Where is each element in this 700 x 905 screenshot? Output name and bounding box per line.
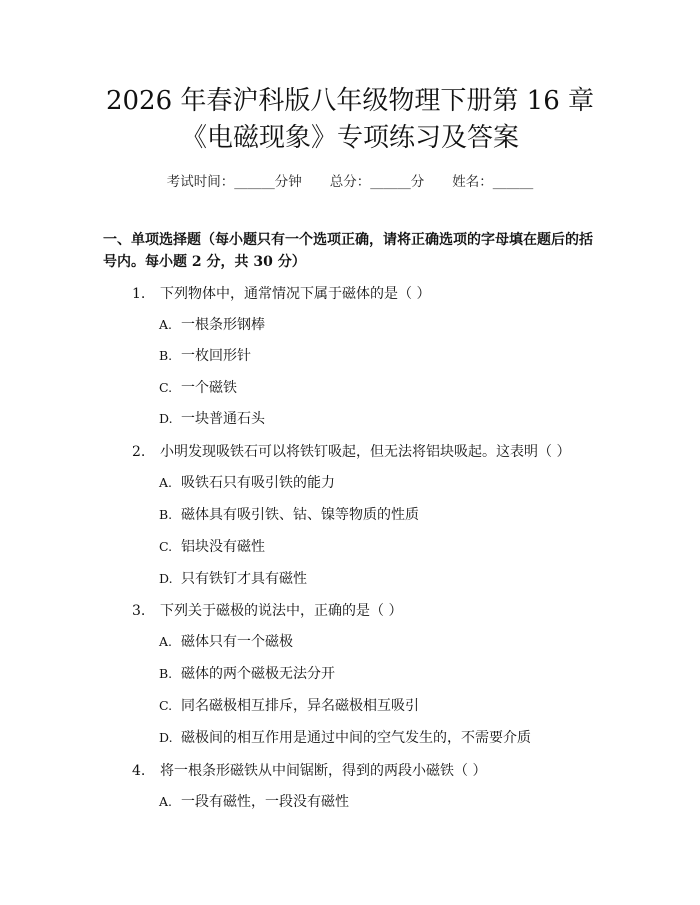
- document-title-line-1: 2026 年春沪科版八年级物理下册第 16 章: [105, 86, 595, 116]
- student-name-field: 姓名：______: [452, 174, 534, 190]
- option-label: C.: [159, 539, 173, 554]
- option-label: B.: [159, 666, 173, 681]
- question-3: [132, 600, 402, 620]
- question-2-option-a: [159, 472, 335, 492]
- option-label: D.: [159, 411, 173, 426]
- option-text: 吸铁石只有吸引铁的能力: [181, 475, 335, 491]
- option-label: A.: [159, 475, 173, 490]
- question-2-option-c: [159, 536, 265, 556]
- question-1-option-a: [159, 314, 265, 334]
- option-text: 磁体只有一个磁极: [181, 634, 293, 650]
- question-text: 下列物体中，通常情况下属于磁体的是（ ）: [160, 286, 431, 302]
- question-number: 2.: [132, 444, 146, 460]
- question-number: 4.: [132, 763, 146, 779]
- option-text: 只有铁钉才具有磁性: [181, 571, 307, 587]
- question-1-option-b: [159, 345, 251, 365]
- option-label: B.: [159, 507, 173, 522]
- question-3-option-a: [159, 631, 293, 651]
- question-number: 1.: [132, 286, 146, 302]
- option-text: 一根条形钢棒: [181, 317, 265, 333]
- option-text: 磁极间的相互作用是通过中间的空气发生的，不需要介质: [181, 730, 531, 746]
- section-heading: 一、单项选择题（每小题只有一个选项正确，请将正确选项的字母填在题后的括号内。每小题 2 分，共 30 分）: [103, 232, 593, 270]
- document-title-line-2: 《电磁现象》专项练习及答案: [180, 123, 519, 153]
- question-text: 下列关于磁极的说法中，正确的是（ ）: [160, 603, 403, 619]
- option-text: 一枚回形针: [181, 348, 251, 364]
- option-text: 一个磁铁: [181, 380, 237, 396]
- option-label: D.: [159, 730, 173, 745]
- question-1-option-c: [159, 377, 237, 397]
- option-label: A.: [159, 634, 173, 649]
- question-2-option-d: [159, 568, 307, 588]
- question-number: 3.: [132, 603, 146, 619]
- option-label: C.: [159, 698, 173, 713]
- option-label: C.: [159, 380, 173, 395]
- option-label: B.: [159, 348, 173, 363]
- question-text: 小明发现吸铁石可以将铁钉吸起，但无法将铝块吸起。这表明（ ）: [160, 444, 571, 460]
- question-1: [132, 283, 430, 303]
- option-text: 铝块没有磁性: [181, 539, 265, 555]
- option-text: 同名磁极相互排斥，异名磁极相互吸引: [181, 698, 419, 714]
- question-text: 将一根条形磁铁从中间锯断，得到的两段小磁铁（ ）: [160, 763, 487, 779]
- question-3-option-c: [159, 695, 419, 715]
- option-text: 一段有磁性，一段没有磁性: [181, 794, 349, 810]
- total-score-field: 总分：______分: [329, 174, 425, 190]
- exam-info-bar: [0, 170, 700, 190]
- question-3-option-d: [159, 727, 531, 747]
- option-label: A.: [159, 317, 173, 332]
- option-text: 磁体的两个磁极无法分开: [181, 666, 335, 682]
- option-text: 磁体具有吸引铁、钴、镍等物质的性质: [181, 507, 419, 523]
- question-3-option-b: [159, 663, 335, 683]
- question-4-option-a: [159, 791, 349, 811]
- option-label: A.: [159, 794, 173, 809]
- option-label: D.: [159, 571, 173, 586]
- question-1-option-d: [159, 408, 265, 428]
- question-2-option-b: [159, 504, 419, 524]
- exam-time-field: 考试时间：______分钟: [166, 174, 302, 190]
- question-2: [132, 441, 570, 461]
- question-4: [132, 760, 486, 780]
- option-text: 一块普通石头: [181, 411, 265, 427]
